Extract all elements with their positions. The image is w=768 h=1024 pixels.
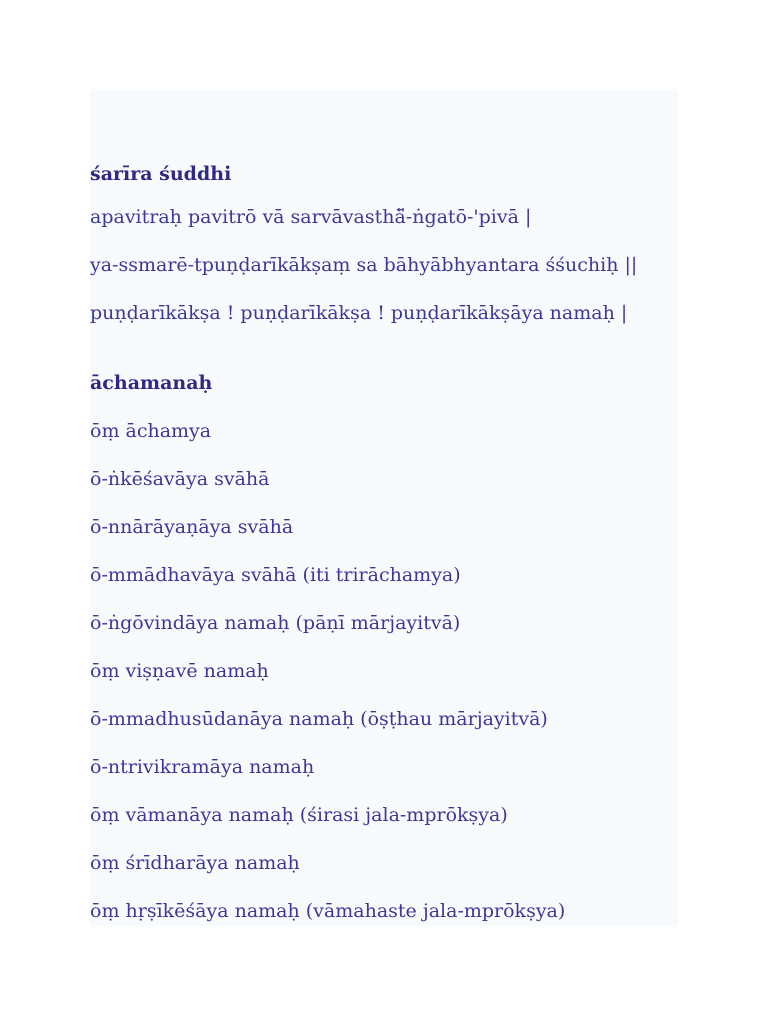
mantra-line: ō-mmādhavāya svāhā (iti trirāchamya) [90, 564, 461, 586]
mantra-line: ōṃ śrīdharāya namaḥ [90, 852, 300, 874]
mantra-line: ōṃ hṛṣīkēśāya namaḥ (vāmahaste jala-mprōkṣya) [90, 900, 566, 922]
mantra-line: ō-ṅkēśavāya svāhā [90, 468, 270, 490]
mantra-line: ō-mmadhusūdanāya namaḥ (ōṣṭhau mārjayitvā) [90, 708, 548, 730]
section-title-sarira-suddhi: śarīra śuddhi [90, 163, 232, 185]
mantra-line: ō-nnārāyaṇāya svāhā [90, 516, 294, 538]
mantra-line: ō-ṅgōvindāya namaḥ (pāṇī mārjayitvā) [90, 612, 461, 634]
verse-line: apavitraḥ pavitrō vā sarvāvasthā̎-ṅgatō-'pivā | [90, 206, 532, 228]
mantra-line: ōṃ vāmanāya namaḥ (śirasi jala-mprōkṣya) [90, 804, 508, 826]
mantra-line: ōṃ viṣṇavē namaḥ [90, 660, 269, 682]
verse-line: ya-ssmarē-tpuṇḍarīkākṣaṃ sa bāhyābhyantara śśuchiḥ || [90, 254, 638, 276]
mantra-line: ōṃ āchamya [90, 420, 212, 442]
section-title-achamanah: āchamanaḥ [90, 372, 213, 394]
verse-line: puṇḍarīkākṣa ! puṇḍarīkākṣa ! puṇḍarīkākṣāya namaḥ | [90, 302, 628, 324]
mantra-line: ō-ntrivikramāya namaḥ [90, 756, 315, 778]
